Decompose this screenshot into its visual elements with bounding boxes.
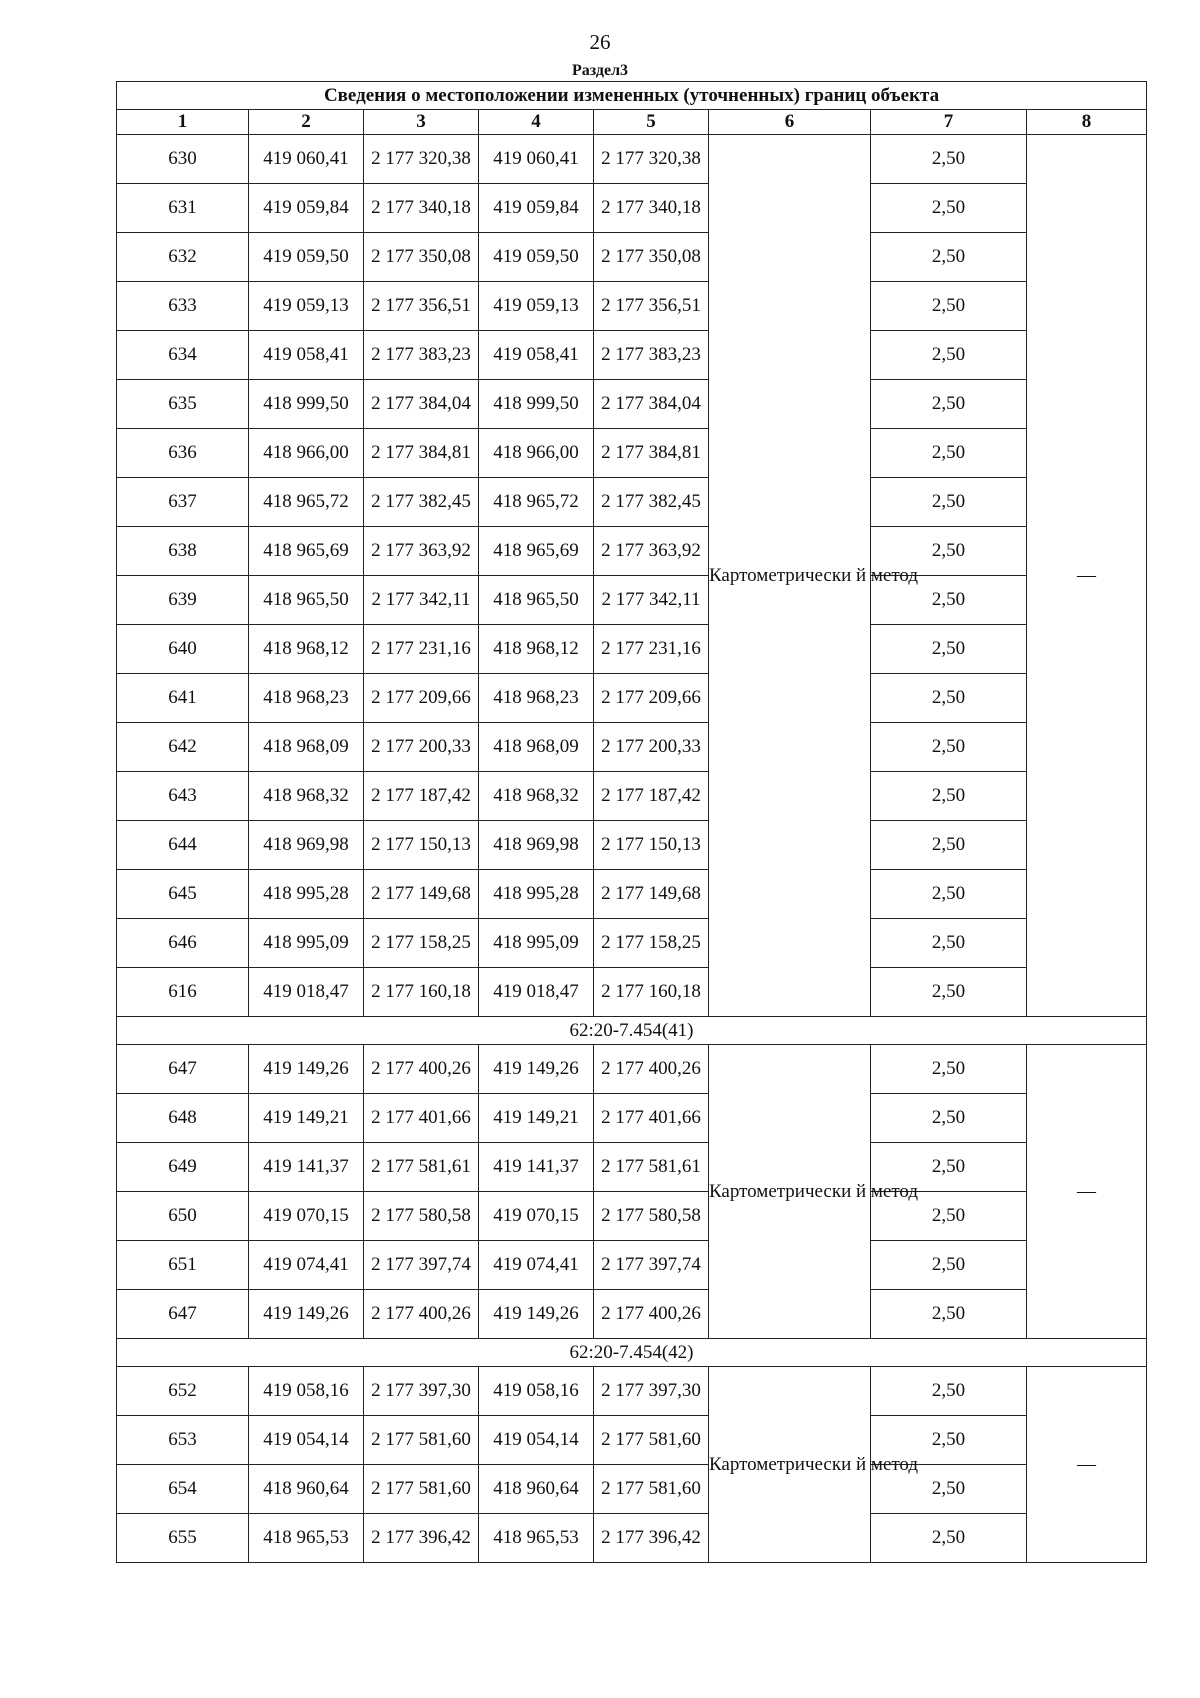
coord-y-cell: 2 177 384,81 [594,429,709,478]
coord-x-cell: 419 141,37 [249,1143,364,1192]
accuracy-cell: 2,50 [871,1465,1027,1514]
group-label: 62:20-7.454(42) [117,1339,1147,1367]
coord-y-cell: 2 177 382,45 [594,478,709,527]
coord-x-cell: 418 999,50 [479,380,594,429]
coord-x-cell: 419 058,41 [249,331,364,380]
point-number-cell: 645 [117,870,249,919]
column-header: 4 [479,110,594,135]
point-number-cell: 654 [117,1465,249,1514]
table-row [117,233,1147,282]
coord-x-cell: 419 059,84 [249,184,364,233]
coord-x-cell: 418 995,09 [249,919,364,968]
point-number-cell: 647 [117,1290,249,1339]
coord-y-cell: 2 177 187,42 [364,772,479,821]
coord-x-cell: 418 965,72 [249,478,364,527]
point-number-cell: 644 [117,821,249,870]
coord-x-cell: 419 149,21 [249,1094,364,1143]
method-cell: Картометрически й метод [709,1367,871,1563]
coord-y-cell: 2 177 320,38 [594,135,709,184]
point-number-cell: 651 [117,1241,249,1290]
coord-y-cell: 2 177 356,51 [364,282,479,331]
point-number-cell: 646 [117,919,249,968]
coord-y-cell: 2 177 384,81 [364,429,479,478]
coord-x-cell: 418 965,53 [479,1514,594,1563]
table-row [117,1367,1147,1416]
coord-x-cell: 419 149,21 [479,1094,594,1143]
column-header-row [117,110,1147,135]
section-label: Раздел3 [571,62,629,79]
coord-y-cell: 2 177 363,92 [594,527,709,576]
accuracy-cell: 2,50 [871,968,1027,1017]
coord-y-cell: 2 177 340,18 [594,184,709,233]
accuracy-cell: 2,50 [871,723,1027,772]
table-row [117,919,1147,968]
group-label-row [117,1017,1147,1045]
coord-x-cell: 419 059,84 [479,184,594,233]
accuracy-cell: 2,50 [871,331,1027,380]
coord-y-cell: 2 177 231,16 [364,625,479,674]
accuracy-cell: 2,50 [871,625,1027,674]
coord-y-cell: 2 177 401,66 [364,1094,479,1143]
coord-y-cell: 2 177 149,68 [594,870,709,919]
point-number-cell: 653 [117,1416,249,1465]
column-header: 6 [709,110,871,135]
table-row [117,723,1147,772]
coord-x-cell: 418 968,23 [249,674,364,723]
coord-x-cell: 419 058,16 [249,1367,364,1416]
coord-x-cell: 418 965,72 [479,478,594,527]
accuracy-cell: 2,50 [871,527,1027,576]
table-row [117,135,1147,184]
coord-y-cell: 2 177 384,04 [594,380,709,429]
coord-y-cell: 2 177 200,33 [364,723,479,772]
point-number-cell: 655 [117,1514,249,1563]
coord-x-cell: 418 995,28 [249,870,364,919]
table-row [117,870,1147,919]
column-8-cell: — [1027,1045,1147,1339]
coord-x-cell: 419 149,26 [479,1045,594,1094]
coord-x-cell: 419 059,13 [249,282,364,331]
accuracy-cell: 2,50 [871,429,1027,478]
coord-x-cell: 419 059,13 [479,282,594,331]
method-cell: Картометрически й метод [709,135,871,1017]
coord-y-cell: 2 177 397,30 [364,1367,479,1416]
coord-y-cell: 2 177 397,30 [594,1367,709,1416]
table-row [117,821,1147,870]
point-number-cell: 636 [117,429,249,478]
coord-x-cell: 418 968,32 [479,772,594,821]
coord-x-cell: 419 074,41 [479,1241,594,1290]
coord-y-cell: 2 177 187,42 [594,772,709,821]
coord-y-cell: 2 177 400,26 [594,1290,709,1339]
coord-x-cell: 419 149,26 [479,1290,594,1339]
coord-y-cell: 2 177 401,66 [594,1094,709,1143]
point-number-cell: 649 [117,1143,249,1192]
coord-y-cell: 2 177 350,08 [594,233,709,282]
coord-x-cell: 418 968,12 [479,625,594,674]
coord-x-cell: 419 058,41 [479,331,594,380]
coord-x-cell: 418 968,09 [479,723,594,772]
table-title-row [117,82,1147,110]
column-header: 1 [117,110,249,135]
coord-y-cell: 2 177 382,45 [364,478,479,527]
point-number-cell: 650 [117,1192,249,1241]
point-number-cell: 616 [117,968,249,1017]
coord-x-cell: 419 141,37 [479,1143,594,1192]
coord-x-cell: 419 074,41 [249,1241,364,1290]
coord-y-cell: 2 177 580,58 [594,1192,709,1241]
table-row [117,1094,1147,1143]
coord-x-cell: 418 965,69 [249,527,364,576]
coord-y-cell: 2 177 350,08 [364,233,479,282]
column-header: 3 [364,110,479,135]
accuracy-cell: 2,50 [871,1367,1027,1416]
point-number-cell: 643 [117,772,249,821]
coord-y-cell: 2 177 320,38 [364,135,479,184]
coord-x-cell: 418 968,12 [249,625,364,674]
coord-y-cell: 2 177 158,25 [594,919,709,968]
point-number-cell: 647 [117,1045,249,1094]
table-body [117,82,1147,1563]
group-label-row [117,1339,1147,1367]
point-number-cell: 630 [117,135,249,184]
coord-x-cell: 418 966,00 [249,429,364,478]
accuracy-cell: 2,50 [871,821,1027,870]
column-8-cell: — [1027,135,1147,1017]
accuracy-cell: 2,50 [871,919,1027,968]
point-number-cell: 642 [117,723,249,772]
column-header: 8 [1027,110,1147,135]
coord-y-cell: 2 177 383,23 [594,331,709,380]
coord-x-cell: 419 018,47 [249,968,364,1017]
coord-x-cell: 419 149,26 [249,1290,364,1339]
point-number-cell: 652 [117,1367,249,1416]
accuracy-cell: 2,50 [871,380,1027,429]
coord-y-cell: 2 177 396,42 [594,1514,709,1563]
coord-x-cell: 419 060,41 [479,135,594,184]
table-row [117,1514,1147,1563]
point-number-cell: 633 [117,282,249,331]
coord-x-cell: 418 968,23 [479,674,594,723]
coord-y-cell: 2 177 160,18 [594,968,709,1017]
coord-x-cell: 418 968,32 [249,772,364,821]
coord-y-cell: 2 177 150,13 [594,821,709,870]
point-number-cell: 634 [117,331,249,380]
table-row [117,527,1147,576]
table-row [117,184,1147,233]
table-row [117,576,1147,625]
accuracy-cell: 2,50 [871,1143,1027,1192]
coord-x-cell: 418 965,50 [249,576,364,625]
coord-y-cell: 2 177 400,26 [364,1290,479,1339]
coord-y-cell: 2 177 397,74 [594,1241,709,1290]
coord-y-cell: 2 177 342,11 [364,576,479,625]
coord-y-cell: 2 177 581,60 [594,1416,709,1465]
method-cell: Картометрически й метод [709,1045,871,1339]
coord-y-cell: 2 177 581,60 [364,1416,479,1465]
coord-x-cell: 418 966,00 [479,429,594,478]
coord-y-cell: 2 177 340,18 [364,184,479,233]
accuracy-cell: 2,50 [871,1045,1027,1094]
coord-x-cell: 419 058,16 [479,1367,594,1416]
coord-x-cell: 418 968,09 [249,723,364,772]
accuracy-cell: 2,50 [871,1192,1027,1241]
coord-x-cell: 419 054,14 [479,1416,594,1465]
table-title: Сведения о местоположении измененных (уточненных) границ объекта [117,82,1147,110]
coord-x-cell: 418 960,64 [479,1465,594,1514]
coord-y-cell: 2 177 383,23 [364,331,479,380]
column-header: 5 [594,110,709,135]
coord-x-cell: 419 060,41 [249,135,364,184]
coord-y-cell: 2 177 158,25 [364,919,479,968]
table-row [117,331,1147,380]
accuracy-cell: 2,50 [871,233,1027,282]
point-number-cell: 648 [117,1094,249,1143]
column-8-cell: — [1027,1367,1147,1563]
coord-x-cell: 419 059,50 [479,233,594,282]
accuracy-cell: 2,50 [871,478,1027,527]
table-row [117,380,1147,429]
coord-y-cell: 2 177 396,42 [364,1514,479,1563]
accuracy-cell: 2,50 [871,1241,1027,1290]
coord-y-cell: 2 177 581,61 [364,1143,479,1192]
table-row [117,772,1147,821]
coord-y-cell: 2 177 356,51 [594,282,709,331]
coord-y-cell: 2 177 363,92 [364,527,479,576]
coord-x-cell: 419 054,14 [249,1416,364,1465]
point-number-cell: 640 [117,625,249,674]
accuracy-cell: 2,50 [871,772,1027,821]
table-row [117,282,1147,331]
column-header: 7 [871,110,1027,135]
coord-y-cell: 2 177 231,16 [594,625,709,674]
coord-x-cell: 418 960,64 [249,1465,364,1514]
coord-x-cell: 418 995,28 [479,870,594,919]
coord-x-cell: 419 070,15 [249,1192,364,1241]
accuracy-cell: 2,50 [871,1514,1027,1563]
accuracy-cell: 2,50 [871,184,1027,233]
accuracy-cell: 2,50 [871,674,1027,723]
coord-y-cell: 2 177 209,66 [594,674,709,723]
coord-y-cell: 2 177 400,26 [364,1045,479,1094]
point-number-cell: 638 [117,527,249,576]
coord-y-cell: 2 177 209,66 [364,674,479,723]
coord-y-cell: 2 177 581,60 [594,1465,709,1514]
coord-x-cell: 419 018,47 [479,968,594,1017]
coord-x-cell: 419 149,26 [249,1045,364,1094]
coord-y-cell: 2 177 581,60 [364,1465,479,1514]
coord-x-cell: 418 965,69 [479,527,594,576]
coord-x-cell: 418 969,98 [479,821,594,870]
table-row [117,1290,1147,1339]
table-row [117,1045,1147,1094]
coord-y-cell: 2 177 384,04 [364,380,479,429]
table-row [117,478,1147,527]
table-row [117,1465,1147,1514]
coord-y-cell: 2 177 581,61 [594,1143,709,1192]
coord-x-cell: 418 969,98 [249,821,364,870]
point-number-cell: 631 [117,184,249,233]
table-row [117,625,1147,674]
table-row [117,1143,1147,1192]
table-row [117,1241,1147,1290]
table-row [117,968,1147,1017]
coord-y-cell: 2 177 200,33 [594,723,709,772]
coord-x-cell: 419 070,15 [479,1192,594,1241]
accuracy-cell: 2,50 [871,282,1027,331]
coord-y-cell: 2 177 149,68 [364,870,479,919]
point-number-cell: 635 [117,380,249,429]
boundary-coordinates-table [116,81,1147,1563]
coord-y-cell: 2 177 580,58 [364,1192,479,1241]
accuracy-cell: 2,50 [871,1290,1027,1339]
page-number: 26 [589,30,611,54]
accuracy-cell: 2,50 [871,135,1027,184]
column-header: 2 [249,110,364,135]
point-number-cell: 639 [117,576,249,625]
accuracy-cell: 2,50 [871,870,1027,919]
coord-x-cell: 418 995,09 [479,919,594,968]
table-row [117,429,1147,478]
coord-x-cell: 418 965,53 [249,1514,364,1563]
accuracy-cell: 2,50 [871,1416,1027,1465]
coord-y-cell: 2 177 400,26 [594,1045,709,1094]
coord-y-cell: 2 177 397,74 [364,1241,479,1290]
point-number-cell: 641 [117,674,249,723]
coord-y-cell: 2 177 150,13 [364,821,479,870]
accuracy-cell: 2,50 [871,576,1027,625]
point-number-cell: 637 [117,478,249,527]
coord-y-cell: 2 177 342,11 [594,576,709,625]
point-number-cell: 632 [117,233,249,282]
table-row [117,1416,1147,1465]
coord-x-cell: 418 965,50 [479,576,594,625]
group-label: 62:20-7.454(41) [117,1017,1147,1045]
coord-x-cell: 418 999,50 [249,380,364,429]
coord-y-cell: 2 177 160,18 [364,968,479,1017]
accuracy-cell: 2,50 [871,1094,1027,1143]
table-row [117,1192,1147,1241]
coord-x-cell: 419 059,50 [249,233,364,282]
table-row [117,674,1147,723]
